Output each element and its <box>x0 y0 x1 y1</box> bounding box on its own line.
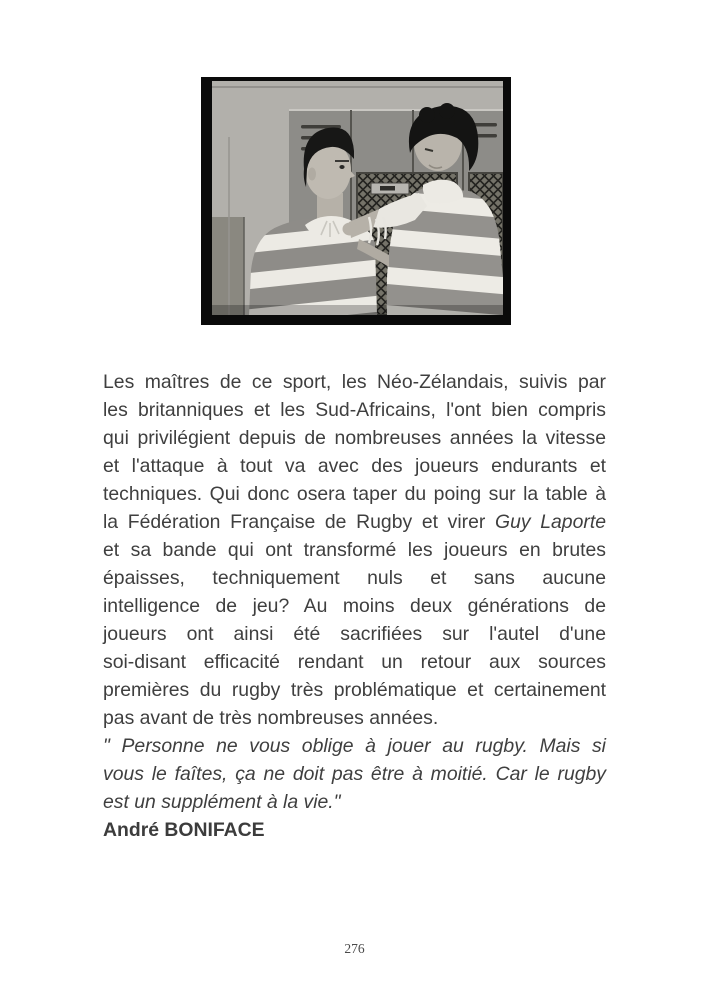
paragraph-line: qui privilégient depuis de nombreuses années la vitesse <box>103 427 606 449</box>
paragraph-line: les britanniques et les Sud-Africains, l'ont bien compris <box>103 399 606 421</box>
main-paragraph <box>103 368 606 732</box>
paragraph-line: intelligence de jeu? Au moins deux générations de <box>103 595 606 617</box>
paragraph-line: premières du rugby très problématique et certainement <box>103 679 606 701</box>
quote-line: " Personne ne vous oblige à jouer au rugby. Mais si <box>103 735 606 757</box>
text-segment: la Fédération Française de Rugby et virer <box>103 511 496 533</box>
quote-line: est un supplément à la vie." <box>103 791 341 813</box>
page-number: 276 <box>344 941 365 956</box>
paragraph-line: et l'attaque à tout va avec des joueurs endurants et <box>103 455 606 477</box>
paragraph-line: pas avant de très nombreuses années. <box>103 707 439 729</box>
quote-paragraph <box>103 732 606 816</box>
paragraph-line: soi-disant efficacité rendant un retour aux sources <box>103 651 606 673</box>
quote-line: vous le faîtes, ça ne doit pas être à moitié. Car le rugby <box>103 763 606 785</box>
paragraph-line: joueurs ont ainsi été sacrifiées sur l'autel d'une <box>103 623 606 645</box>
author-name: André BONIFACE <box>103 819 265 841</box>
rugby-photo-illustration <box>201 77 511 325</box>
paragraph-line: Les maîtres de ce sport, les Néo-Zélandais, suivis par <box>103 371 606 393</box>
paragraph-line: et sa bande qui ont transformé les joueurs en brutes <box>103 539 606 561</box>
rugby-players-photo <box>201 77 511 325</box>
emphasized-name: Guy Laporte <box>495 511 606 533</box>
paragraph-line <box>103 508 606 536</box>
paragraph-line: épaisses, techniquement nuls et sans aucune <box>103 567 606 589</box>
body-text <box>103 368 606 844</box>
paragraph-line: techniques. Qui donc osera taper du poing sur la table à <box>103 483 606 505</box>
